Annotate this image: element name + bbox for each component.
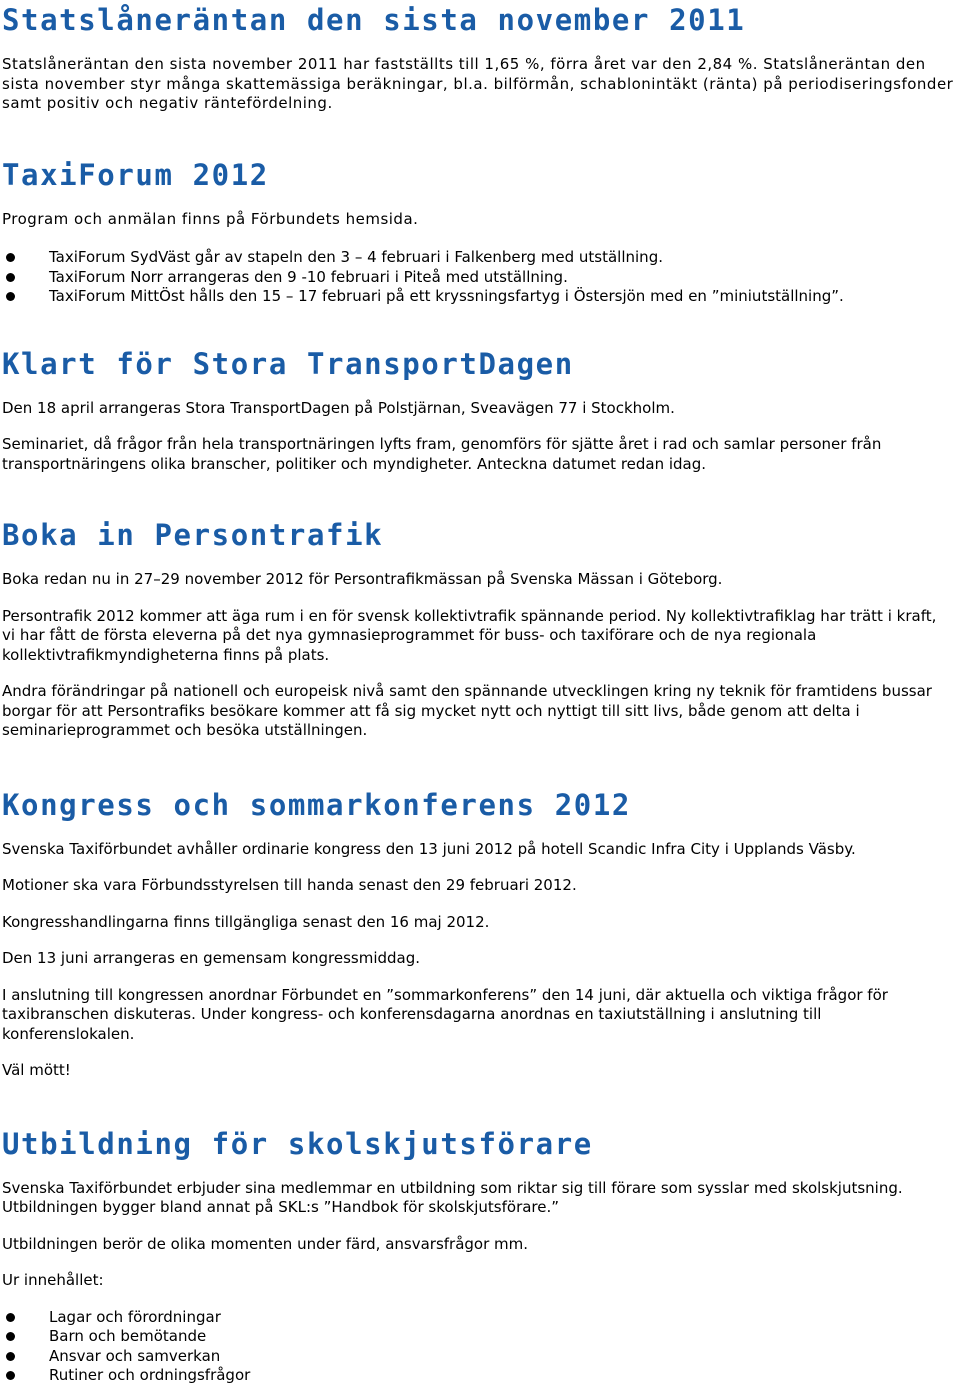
section-heading: Kongress och sommarkonferens 2012 (2, 787, 631, 822)
paragraph: Statslåneräntan den sista november 2011 har fastställts till 1,65 %, förra året var den 2,84 %. Statslåneräntan den sista november styr många skattemässiga beräkningar, bl.a. bilförmån, schablonintäkt (ränta) på periodiseringsfonder samt positiv och negativ räntefördelning. (2, 55, 954, 112)
paragraph: Svenska Taxiförbundet erbjuder sina medlemmar en utbildning som riktar sig till förare som sysslar med skolskjutsning. Utbildningen bygger bland annat på SKL:s ”Handbok för skolskjutsförare.” (2, 1178, 903, 1216)
paragraph: Andra förändringar på nationell och europeisk nivå samt den spännande utvecklingen kring ny teknik för framtidens bussar borgar för att Persontrafiks besökare kommer att få sig mycket nytt och nyttigt till sitt livs, både genom att delta i seminarieprogrammet och besöka utställningen. (2, 682, 932, 739)
section-heading: Klart för Stora TransportDagen (2, 346, 574, 381)
paragraph: Ur innehållet: (2, 1271, 104, 1289)
list-item: TaxiForum Norr arrangeras den 9 -10 februari i Piteå med utställning. (2, 268, 954, 288)
paragraph: Svenska Taxiförbundet avhåller ordinarie kongress den 13 juni 2012 på hotell Scandic Infra City i Upplands Väsby. (2, 839, 856, 858)
paragraph: Den 18 april arrangeras Stora TransportDagen på Polstjärnan, Sveavägen 77 i Stockholm. (2, 398, 675, 417)
paragraph: Program och anmälan finns på Förbundets hemsida. (2, 209, 419, 228)
section-heading: TaxiForum 2012 (2, 157, 269, 192)
list-item: TaxiForum MittÖst hålls den 15 – 17 februari på ett kryssningsfartyg i Östersjön med en ”miniutställning”. (2, 287, 954, 307)
list-item: Ansvar och samverkan (2, 1347, 954, 1367)
paragraph: Persontrafik 2012 kommer att äga rum i en för svensk kollektivtrafik spännande period. Ny kollektivtrafiklag har trätt i kraft, vi har fått de första eleverna på det nya gymnasieprogrammet för buss- och taxiförare och de nya regionala kollektivtrafikmyndigheterna finns på plats. (2, 606, 937, 664)
section-skolskjuts (2, 1127, 954, 1386)
list-item: Lagar och förordningar (2, 1308, 954, 1328)
paragraph: Kongresshandlingarna finns tillgängliga senast den 16 maj 2012. (2, 912, 490, 931)
section-heading: Statslåneräntan den sista november 2011 (2, 3, 746, 37)
paragraph: Motioner ska vara Förbundsstyrelsen till handa senast den 29 februari 2012. (2, 876, 577, 894)
section-transportdagen (2, 347, 954, 475)
list-item: Barn och bemötande (2, 1327, 954, 1347)
section-kongress (2, 788, 954, 1081)
paragraph: Den 13 juni arrangeras en gemensam kongressmiddag. (2, 949, 421, 967)
list-item: TaxiForum SydVäst går av stapeln den 3 – 4 februari i Falkenberg med utställning. (2, 248, 954, 268)
section-heading: Utbildning för skolskjutsförare (2, 1126, 593, 1161)
taxiforum-list (2, 248, 954, 307)
document-page (0, 3, 954, 1386)
paragraph: Utbildningen berör de olika momenten under färd, ansvarsfrågor mm. (2, 1234, 529, 1253)
paragraph: Seminariet, då frågor från hela transportnäringen lyfts fram, genomförs för sjätte året i rad och samlar personer från transportnäringens olika branscher, politiker och myndigheter. Anteckna datumet redan idag. (2, 435, 882, 473)
section-persontrafik (2, 518, 954, 741)
section-heading: Boka in Persontrafik (2, 518, 384, 552)
paragraph: I anslutning till kongressen anordnar Förbundet en ”sommarkonferens” den 14 juni, där aktuella och viktiga frågor för taxibranschen diskuteras. Under kongress- och konferensdagarna anordnas en taxiutställning i anslutning till konferenslokalen. (2, 985, 888, 1043)
paragraph: Boka redan nu in 27–29 november 2012 för Persontrafikmässan på Svenska Mässan i Göteborg. (2, 570, 723, 588)
section-taxiforum (2, 158, 954, 307)
section-statslaneranta (2, 3, 954, 114)
content-list (2, 1308, 954, 1386)
list-item: Rutiner och ordningsfrågor (2, 1366, 954, 1386)
paragraph: Väl mött! (2, 1061, 71, 1079)
